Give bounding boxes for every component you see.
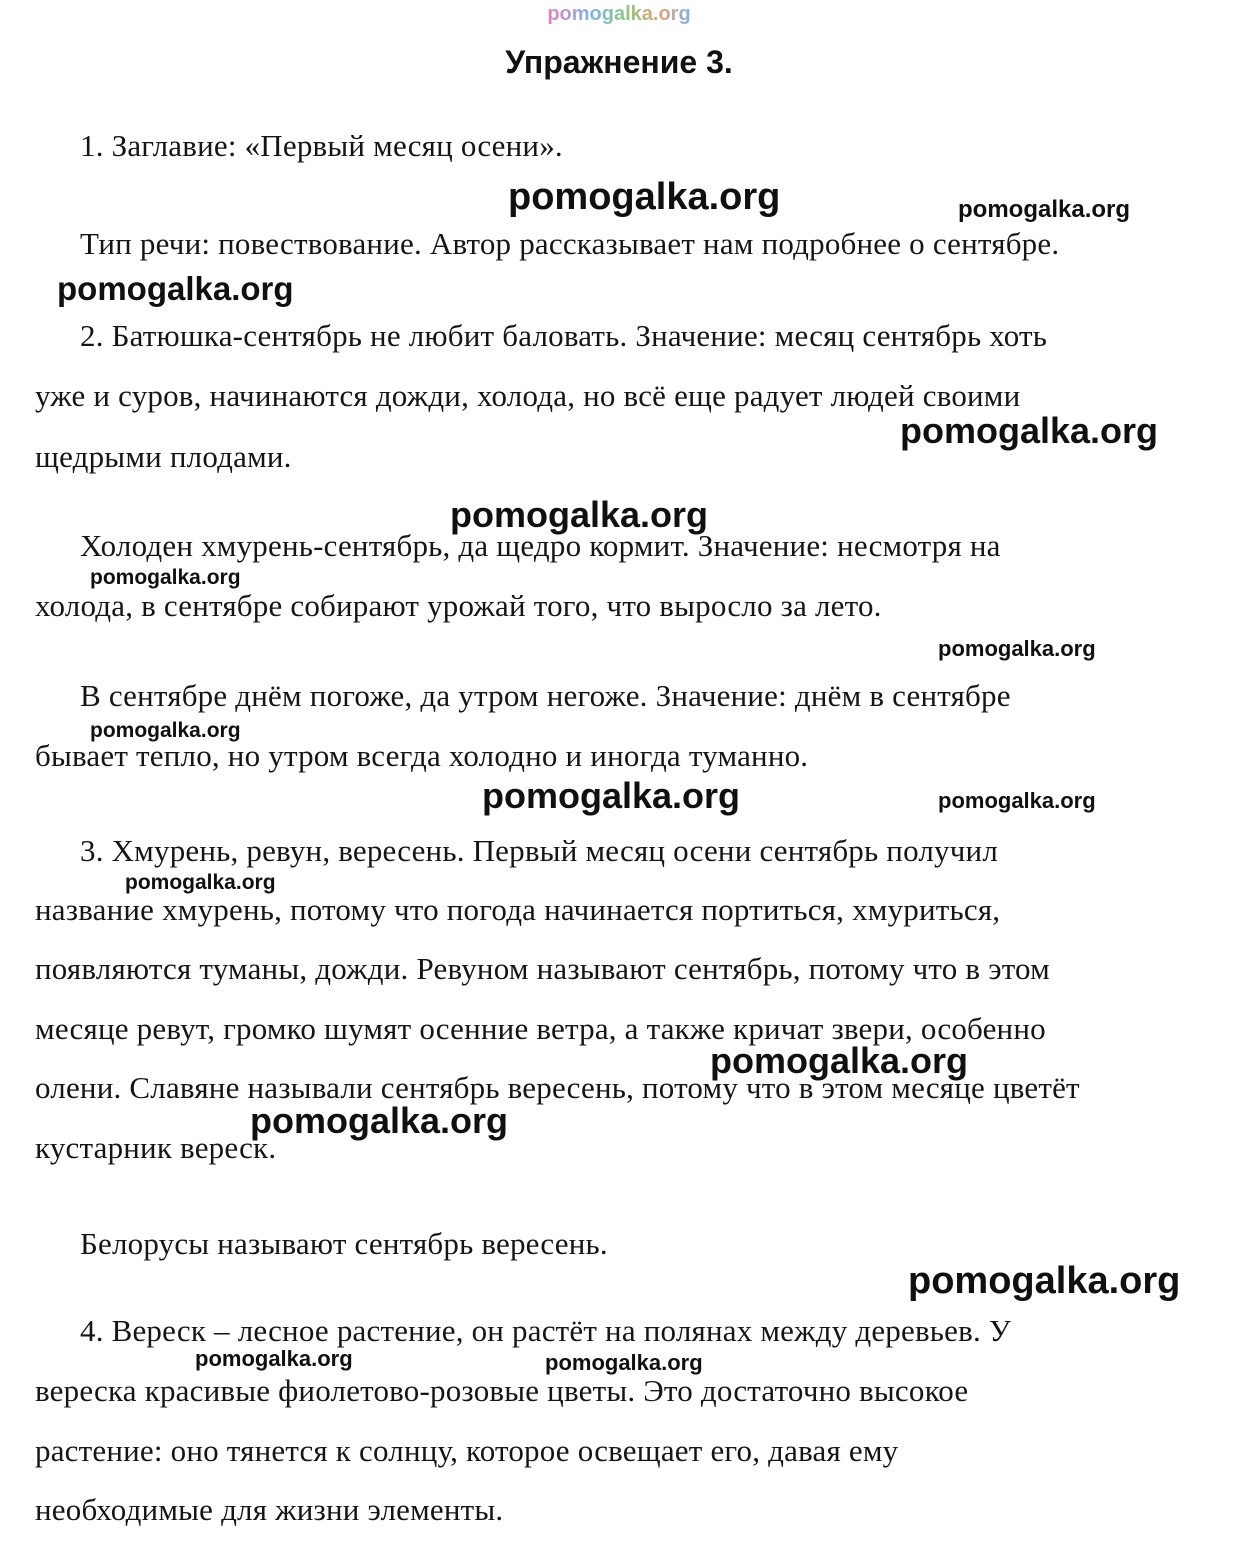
- document-line: Холоден хмурень-сентябрь, да щедро кормит. Значение: несмотря на: [80, 528, 1001, 563]
- watermark-text: pomogalka.org: [250, 1100, 509, 1141]
- watermark-text: pomogalka.org: [482, 775, 741, 816]
- document-line: бывает тепло, но утром всегда холодно и иногда туманно.: [35, 738, 809, 773]
- watermark-text: pomogalka.org: [508, 176, 781, 218]
- watermark-text: pomogalka.org: [938, 788, 1096, 813]
- document-line: уже и суров, начинаются дожди, холода, но всё еще радует людей своими: [35, 378, 1021, 413]
- document-line: месяце ревут, громко шумят осенние ветра, а также кричат звери, особенно: [35, 1011, 1046, 1046]
- exercise-title: Упражнение 3.: [505, 44, 733, 80]
- document-line: необходимые для жизни элементы.: [35, 1492, 504, 1527]
- document-line: название хмурень, потому что погода начинается портиться, хмуриться,: [35, 892, 1001, 927]
- watermark-text: pomogalka.org: [450, 494, 709, 535]
- document-line: 3. Хмурень, ревун, вересень. Первый месяц осени сентябрь получил: [80, 833, 998, 868]
- document-line: растение: оно тянется к солнцу, которое освещает его, давая ему: [35, 1433, 899, 1468]
- watermark-text: pomogalka.org: [125, 871, 276, 894]
- document-line: холода, в сентябре собирают урожай того, что выросло за лето.: [35, 588, 882, 623]
- watermark-logo-top: pomogalka.org: [547, 3, 691, 25]
- document-line: Белорусы называют сентябрь вересень.: [80, 1226, 608, 1261]
- document-line: 1. Заглавие: «Первый месяц осени».: [80, 128, 563, 163]
- watermark-text: pomogalka.org: [938, 636, 1096, 661]
- watermark-text: pomogalka.org: [57, 270, 294, 307]
- watermark-text: pomogalka.org: [195, 1346, 353, 1371]
- document-line: вереска красивые фиолетово-розовые цветы. Это достаточно высокое: [35, 1373, 969, 1408]
- document-line: 2. Батюшка-сентябрь не любит баловать. Значение: месяц сентябрь хоть: [80, 318, 1048, 353]
- watermark-text: pomogalka.org: [958, 196, 1131, 223]
- watermark-text: pomogalka.org: [710, 1040, 969, 1081]
- watermark-text: pomogalka.org: [90, 719, 241, 742]
- document-line: олени. Славяне называли сентябрь вересень, потому что в этом месяце цветёт: [35, 1070, 1080, 1105]
- document-line: Тип речи: повествование. Автор рассказывает нам подробнее о сентябре.: [80, 226, 1060, 261]
- document-line: 4. Вереск – лесное растение, он растёт на полянах между деревьев. У: [80, 1313, 1011, 1348]
- watermark-text: pomogalka.org: [908, 1260, 1181, 1302]
- watermark-text: pomogalka.org: [545, 1350, 703, 1375]
- document-line: В сентябре днём погоже, да утром негоже. Значение: днём в сентябре: [80, 678, 1011, 713]
- watermark-text: pomogalka.org: [90, 566, 241, 589]
- document-line: кустарник вереск.: [35, 1130, 277, 1165]
- document-line: щедрыми плодами.: [35, 439, 292, 474]
- document-line: появляются туманы, дожди. Ревуном называют сентябрь, потому что в этом: [35, 951, 1050, 986]
- watermark-text: pomogalka.org: [900, 410, 1159, 451]
